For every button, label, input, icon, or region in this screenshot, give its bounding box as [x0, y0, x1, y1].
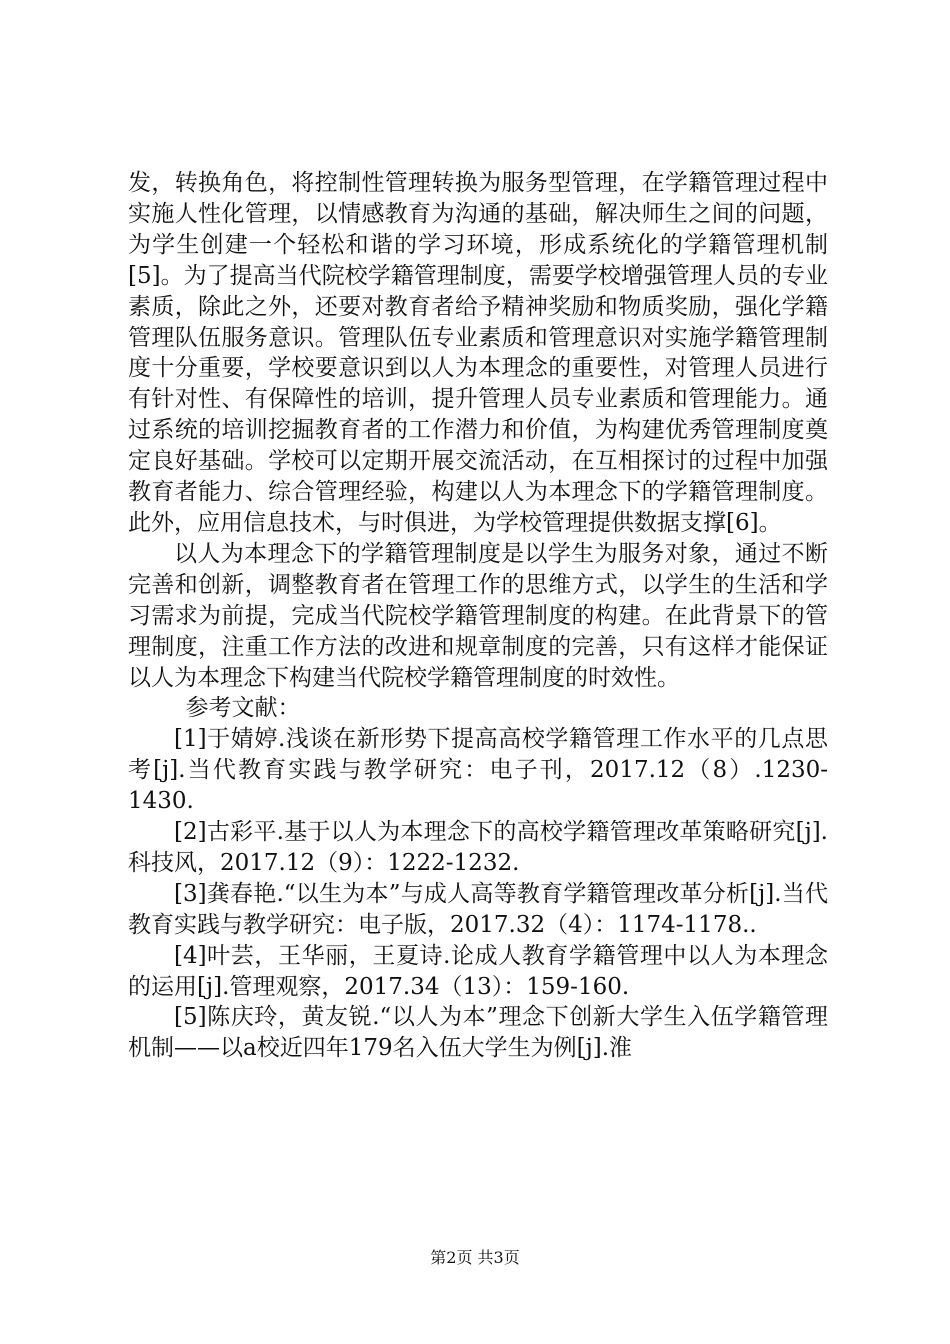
- reference-item: [1]于婧婷.浅谈在新形势下提高高校学籍管理工作水平的几点思考[j].当代教育实践与教学研究：电子刊，2017.12（8）.1230-1430.: [128, 726, 828, 815]
- paragraph: 发，转换角色，将控制性管理转换为服务型管理，在学籍管理过程中实施人性化管理，以情感教育为沟通的基础，解决师生之间的问题，为学生创建一个轻松和谐的学习环境，形成系统化的学籍管理机制[5]。为了提高当代院校学籍管理制度，需要学校增强管理人员的专业素质，除此之外，还要对教育者给予精神奖励和物质奖励，强化学籍管理队伍服务意识。管理队伍专业素质和管理意识对实施学籍管理制度十分重要，学校要意识到以人为本理念的重要性，对管理人员进行有针对性、有保障性的培训，提升管理人员专业素质和管理能力。通过系统的培训挖掘教育者的工作潜力和价值，为构建优秀管理制度奠定良好基础。学校可以定期开展交流活动，在互相探讨的过程中加强教育者能力、综合管理经验，构建以人为本理念下的学籍管理制度。此外，应用信息技术，与时俱进，为学校管理提供数据支撑[6]。: [128, 170, 828, 536]
- reference-item: [4]叶芸，王华丽，王夏诗.论成人教育学籍管理中以人为本理念的运用[j].管理观察，2017.34（13）：159-160.: [128, 942, 828, 1000]
- reference-item: [2]古彩平.基于以人为本理念下的高校学籍管理改革策略研究[j].科技风，2017.12（9）：1222-1232.: [128, 819, 828, 876]
- body-text: [128, 168, 828, 1064]
- reference-item: [5]陈庆玲，黄友锐.“以人为本”理念下创新大学生入伍学籍管理机制——以a校近四年179名入伍大学生为例[j].淮: [128, 1004, 828, 1062]
- references-heading: 参考文献：: [185, 695, 301, 722]
- page-footer: 第2页 共3页: [430, 1248, 520, 1267]
- reference-item: [3]龚春艳.“以生为本”与成人高等教育学籍管理改革分析[j].当代教育实践与教学研究：电子版，2017.32（4）：1174-1178..: [128, 880, 828, 938]
- paragraph: 以人为本理念下的学籍管理制度是以学生为服务对象，通过不断完善和创新，调整教育者在管理工作的思维方式，以学生的生活和学习需求为前提，完成当代院校学籍管理制度的构建。在此背景下的管理制度，注重工作方法的改进和规章制度的完善，只有这样才能保证以人为本理念下构建当代院校学籍管理制度的时效性。: [128, 540, 828, 691]
